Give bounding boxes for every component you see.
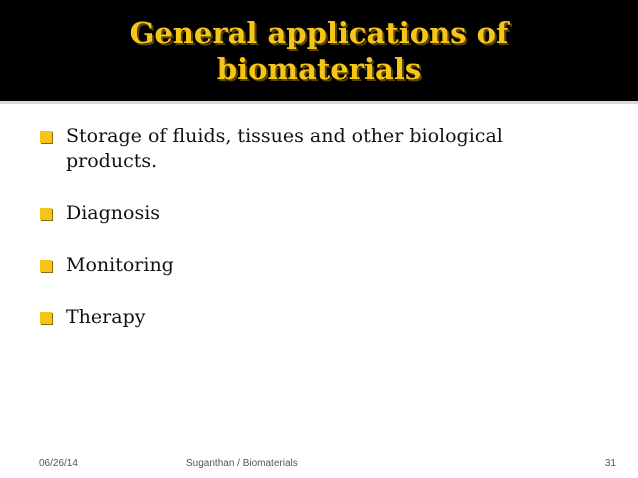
slide-title-line-1: General applications of: [129, 15, 509, 50]
square-bullet-icon: [40, 312, 52, 324]
footer-author-topic: Suganthan / Biomaterials: [186, 458, 298, 469]
title-divider: [0, 101, 638, 104]
square-bullet-icon: [40, 208, 52, 220]
bullet-text: Therapy: [66, 306, 146, 328]
slide-title-bar: [0, 0, 638, 101]
bullet-item-storage: [40, 124, 600, 174]
bullet-item-monitoring: [40, 253, 600, 278]
bullet-item-therapy: [40, 305, 600, 330]
bullet-item-diagnosis: [40, 201, 600, 226]
bullet-text: Diagnosis: [66, 202, 161, 224]
bullet-list: [40, 124, 600, 357]
footer-date: 06/26/14: [39, 458, 78, 469]
footer-page-number: 31: [604, 458, 616, 469]
bullet-text: Monitoring: [66, 254, 174, 276]
bullet-text: Storage of fluids, tissues and other biological products.: [66, 125, 503, 172]
slide-footer: [0, 458, 638, 474]
square-bullet-icon: [40, 260, 52, 272]
slide-title-line-2: biomaterials: [216, 51, 422, 86]
square-bullet-icon: [40, 131, 52, 143]
